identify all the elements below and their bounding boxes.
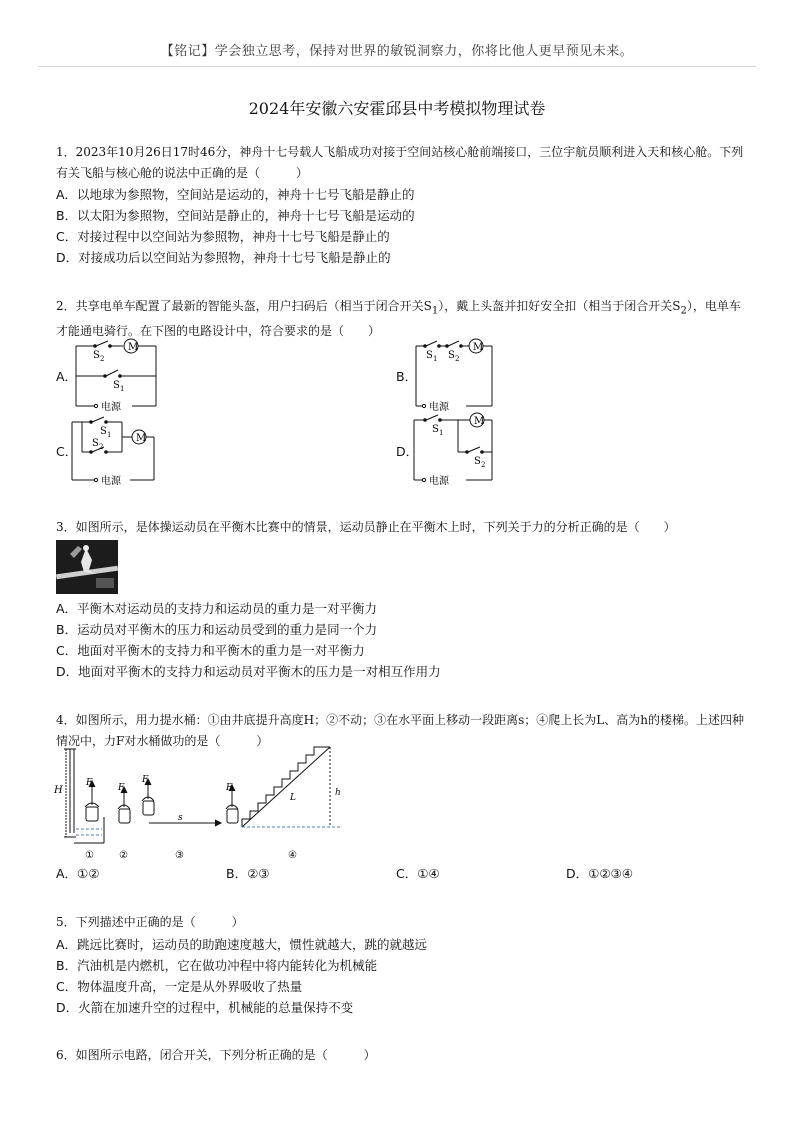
switch-s1-label: S — [113, 380, 120, 391]
question-5-option-d[interactable]: D．火箭在加速升空的过程中，机械能的总量保持不变 — [56, 1000, 354, 1015]
switch-s2-sub: 2 — [455, 355, 460, 363]
balance-beam-photo — [56, 540, 118, 594]
question-2-option-b[interactable]: B． — [396, 369, 418, 384]
bucket-scenarios-figure — [52, 745, 352, 865]
switch-s2-sub: 2 — [99, 443, 104, 451]
switch-s2-sub: 2 — [481, 461, 486, 469]
motor-label: M — [128, 342, 139, 353]
switch-s2-sub: 2 — [100, 355, 105, 363]
question-4-stem: 4．如图所示，用力提水桶：①由井底提升高度H；②不动；③在水平面上移动一段距离s；④爬上长为L、高为h的楼梯。上述四种情况中，力F对水桶做功的是（ ） — [56, 713, 744, 748]
question-3-option-a[interactable]: A．平衡木对运动员的支持力和运动员的重力是一对平衡力 — [56, 601, 378, 616]
circuit-diagram-b — [414, 336, 514, 416]
scenario-2-label: ② — [119, 850, 128, 861]
question-2-option-a[interactable]: A． — [56, 369, 78, 384]
force-F-label-1: F — [86, 778, 93, 788]
motor-label: M — [136, 433, 147, 444]
switch-s1-label: S — [426, 350, 433, 361]
question-2-option-c[interactable]: C． — [56, 444, 78, 459]
motto-header: 【铭记】学会独立思考，保持对世界的敏锐洞察力，你将比他人更早预见未来。 — [160, 44, 634, 59]
height-h-label: h — [335, 788, 341, 798]
question-5-stem: 5．下列描述中正确的是（ ） — [56, 915, 244, 929]
scenario-4-label: ④ — [288, 850, 297, 861]
power-label: 电源 — [101, 402, 121, 413]
switch-s2-label: S — [448, 350, 455, 361]
distance-s-label: s — [178, 813, 183, 823]
question-2-option-d[interactable]: D． — [396, 444, 419, 459]
question-5-option-b[interactable]: B．汽油机是内燃机，它在做功冲程中将内能转化为机械能 — [56, 958, 378, 973]
question-3-stem: 3．如图所示，是体操运动员在平衡木比赛中的情景，运动员静止在平衡木上时，下列关于力的分析正确的是（ ） — [56, 520, 676, 534]
question-5-option-a[interactable]: A．跳远比赛时，运动员的助跑速度越大，惯性就越大，跳的就越远 — [56, 937, 428, 952]
force-F-label-4: F — [226, 783, 233, 793]
q2-sub-1: 1 — [431, 305, 439, 317]
circuit-diagram-d — [412, 412, 512, 492]
header-divider — [38, 66, 756, 67]
question-3-option-d[interactable]: D．地面对平衡木的支持力和运动员对平衡木的压力是一对相互作用力 — [56, 664, 441, 679]
question-1-option-a[interactable]: A．以地球为参照物，空间站是运动的，神舟十七号飞船是静止的 — [56, 187, 415, 202]
power-label: 电源 — [429, 476, 449, 487]
question-5-option-c[interactable]: C．物体温度升高，一定是从外界吸收了热量 — [56, 979, 303, 994]
question-4-option-a[interactable]: A．①② — [56, 866, 100, 881]
question-6-stem: 6．如图所示电路，闭合开关，下列分析正确的是（ ） — [56, 1048, 376, 1062]
question-3-option-b[interactable]: B．运动员对平衡木的压力和运动员受到的重力是同一个力 — [56, 622, 378, 637]
switch-s1-label: S — [432, 424, 439, 435]
q2-stem-part-1: 2．共享电单车配置了最新的智能头盔，用户扫码后（相当于闭合开关S — [56, 299, 432, 313]
question-1-option-d[interactable]: D．对接成功后以空间站为参照物，神舟十七号飞船是静止的 — [56, 250, 391, 265]
switch-s1-label: S — [100, 426, 107, 437]
q2-sub-2: 2 — [680, 305, 687, 317]
question-4-option-c[interactable]: C．①④ — [396, 866, 440, 881]
switch-s2-label: S — [93, 350, 100, 361]
question-1-option-c[interactable]: C．对接过程中以空间站为参照物，神舟十七号飞船是静止的 — [56, 229, 390, 244]
force-F-label-2: F — [118, 783, 125, 793]
q2-stem-part-2: ），戴上头盔并扣好安全扣（相当于闭合开关S — [438, 299, 681, 313]
power-label: 电源 — [101, 476, 121, 487]
height-H-label: H — [54, 785, 63, 796]
switch-s2-label: S — [92, 438, 99, 449]
switch-s2-label: S — [474, 456, 481, 467]
q2-stem-part-3: ），电单车才能通电骑行。在下图的电路设计中，符合要求的是（ ） — [56, 299, 741, 339]
question-1-option-b[interactable]: B．以太阳为参照物，空间站是静止的，神舟十七号飞船是运动的 — [56, 208, 415, 223]
question-1-stem: 1．2023年10月26日17时46分，神舟十七号载人飞船成功对接于空间站核心舱前端接口，三位宇航员顺利进入天和核心舱。下列有关飞船与核心舱的说法中正确的是（ ） — [56, 145, 744, 180]
question-3-option-c[interactable]: C．地面对平衡木的支持力和平衡木的重力是一对平衡力 — [56, 643, 365, 658]
question-4-option-d[interactable]: D．①②③④ — [566, 866, 633, 881]
switch-s1-sub: 1 — [107, 431, 112, 439]
question-4-option-b[interactable]: B．②③ — [226, 866, 270, 881]
scenario-3-label: ③ — [175, 850, 184, 861]
scenario-1-label: ① — [85, 850, 94, 861]
switch-s1-sub: 1 — [120, 385, 125, 393]
circuit-diagram-c — [70, 412, 170, 492]
switch-s1-sub: 1 — [433, 355, 438, 363]
page-title: 2024年安徽六安霍邱县中考模拟物理试卷 — [248, 99, 546, 118]
motor-label: M — [474, 416, 485, 427]
length-L-label: L — [290, 793, 296, 803]
power-label: 电源 — [429, 402, 449, 413]
switch-s1-sub: 1 — [439, 429, 444, 437]
circuit-diagram-a — [74, 336, 174, 416]
motor-label: M — [473, 342, 484, 353]
force-F-label-3: F — [142, 775, 149, 785]
